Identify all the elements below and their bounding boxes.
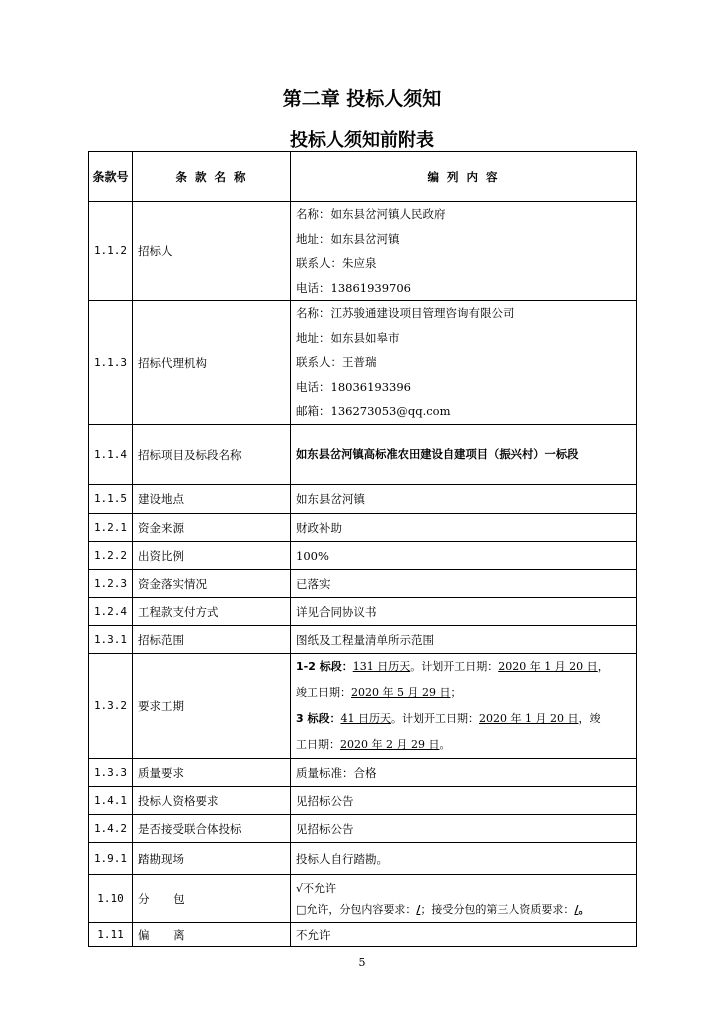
clause-no: 1.2.1 [89, 514, 133, 542]
table-row [89, 759, 637, 787]
content-line: 名称：江苏骏通建设项目管理咨询有限公司 [296, 306, 515, 321]
table-row [89, 654, 637, 759]
table-header-row [89, 152, 637, 202]
schedule-line [296, 680, 631, 706]
subcontract-text: ；接受分包的第三人资质要求： [420, 902, 575, 916]
clause-no: 1.2.2 [89, 542, 133, 570]
chapter-title: 第二章 投标人须知 [282, 88, 442, 110]
start-date: 2020 年 1 月 20 日 [498, 660, 598, 673]
table-row [89, 923, 637, 947]
bid-info-table [88, 151, 637, 947]
schedule-text: ，竣 [578, 712, 601, 725]
clause-content [291, 654, 637, 759]
schedule-text: ； [450, 686, 462, 699]
schedule-line: 1-2 标段：131 日历天。计划开工日期：2020 年 1 月 20 日， [296, 660, 609, 673]
section-label: 1-2 标段： [296, 660, 353, 673]
end-date: 2020 年 2 月 29 日 [340, 738, 440, 751]
clause-no: 1.1.4 [89, 425, 133, 485]
content-line [296, 899, 631, 920]
clause-content: 质量标准：合格 [291, 759, 637, 787]
table-row [89, 485, 637, 514]
clause-name: 招标人 [133, 202, 291, 301]
clause-content: 如东县岔河镇 [291, 485, 637, 514]
schedule-text: 竣工日期： [296, 686, 351, 699]
content-line: 联系人：王普瑞 [296, 355, 377, 370]
subcontract-value: / [574, 902, 579, 916]
clause-content: 见招标公告 [291, 787, 637, 815]
schedule-text: 。 [439, 738, 451, 751]
clause-content [291, 875, 637, 923]
clause-no: 1.1.3 [89, 301, 133, 425]
clause-content [291, 301, 637, 425]
clause-content: 已落实 [291, 570, 637, 598]
page-number: 5 [358, 956, 366, 969]
clause-name: 分 包 [133, 875, 291, 923]
clause-name: 招标范围 [133, 626, 291, 654]
schedule-text: 工日期： [296, 738, 340, 751]
clause-name: 是否接受联合体投标 [133, 815, 291, 843]
clause-name: 偏 离 [133, 923, 291, 947]
clause-content: 如东县岔河镇高标准农田建设自建项目（振兴村）一标段 [291, 425, 637, 485]
clause-no: 1.2.3 [89, 570, 133, 598]
clause-no: 1.1.5 [89, 485, 133, 514]
clause-no: 1.3.2 [89, 654, 133, 759]
duration-value: 131 日历天 [352, 660, 411, 673]
content-line: 电话：18036193396 [296, 379, 411, 394]
table-row [89, 570, 637, 598]
clause-name: 招标项目及标段名称 [133, 425, 291, 485]
clause-content: 见招标公告 [291, 815, 637, 843]
table-row [89, 301, 637, 425]
clause-name: 工程款支付方式 [133, 598, 291, 626]
clause-no: 1.4.1 [89, 787, 133, 815]
content-line: 联系人：朱应泉 [296, 256, 377, 270]
end-date: 2020 年 5 月 29 日 [351, 686, 451, 699]
clause-name: 出资比例 [133, 542, 291, 570]
table-row [89, 202, 637, 301]
clause-no: 1.1.2 [89, 202, 133, 301]
clause-no: 1.3.3 [89, 759, 133, 787]
table-row [89, 787, 637, 815]
clause-no: 1.2.4 [89, 598, 133, 626]
clause-name: 资金来源 [133, 514, 291, 542]
header-clause-no: 条款号 [89, 152, 133, 202]
content-line: √不允许 [296, 881, 337, 895]
header-clause-name: 条 款 名 称 [133, 152, 291, 202]
content-line: 名称：如东县岔河镇人民政府 [296, 207, 446, 221]
table-row [89, 542, 637, 570]
section-label: 3 标段： [296, 712, 341, 725]
table-row [89, 626, 637, 654]
table-row [89, 425, 637, 485]
table-row [89, 843, 637, 875]
subcontract-text: 。 [578, 902, 590, 916]
clause-no: 1.11 [89, 923, 133, 947]
schedule-line [296, 732, 631, 758]
clause-name: 招标代理机构 [133, 301, 291, 425]
clause-no: 1.10 [89, 875, 133, 923]
subcontract-text: □允许，分包内容要求： [296, 902, 417, 916]
clause-content: 图纸及工程量清单所示范围 [291, 626, 637, 654]
content-line: 地址：如东县如皋市 [296, 330, 400, 345]
clause-name: 要求工期 [133, 654, 291, 759]
clause-name: 建设地点 [133, 485, 291, 514]
content-line: 地址：如东县岔河镇 [296, 231, 400, 246]
clause-content: 投标人自行踏勘。 [291, 843, 637, 875]
content-line: 邮箱：136273053@qq.com [296, 404, 451, 419]
duration-value: 41 日历天 [340, 712, 391, 725]
clause-content [291, 202, 637, 301]
clause-name: 踏勘现场 [133, 843, 291, 875]
clause-name: 质量要求 [133, 759, 291, 787]
subcontract-value: / [416, 902, 421, 916]
table-row [89, 875, 637, 923]
start-date: 2020 年 1 月 20 日 [478, 712, 579, 725]
schedule-text: 。计划开工日期： [390, 712, 479, 725]
table-row [89, 598, 637, 626]
clause-name: 资金落实情况 [133, 570, 291, 598]
clause-name: 投标人资格要求 [133, 787, 291, 815]
table-row [89, 815, 637, 843]
clause-content: 100% [291, 542, 637, 570]
header-content: 编 列 内 容 [291, 152, 637, 202]
schedule-line [296, 706, 631, 732]
clause-no: 1.9.1 [89, 843, 133, 875]
clause-no: 1.4.2 [89, 815, 133, 843]
table-title: 投标人须知前附表 [290, 130, 434, 151]
clause-no: 1.3.1 [89, 626, 133, 654]
content-line: 电话：13861939706 [296, 280, 411, 295]
clause-content: 财政补助 [291, 514, 637, 542]
clause-content: 不允许 [291, 923, 637, 947]
schedule-text: 。计划开工日期： [410, 660, 499, 673]
table-row [89, 514, 637, 542]
clause-content: 详见合同协议书 [291, 598, 637, 626]
